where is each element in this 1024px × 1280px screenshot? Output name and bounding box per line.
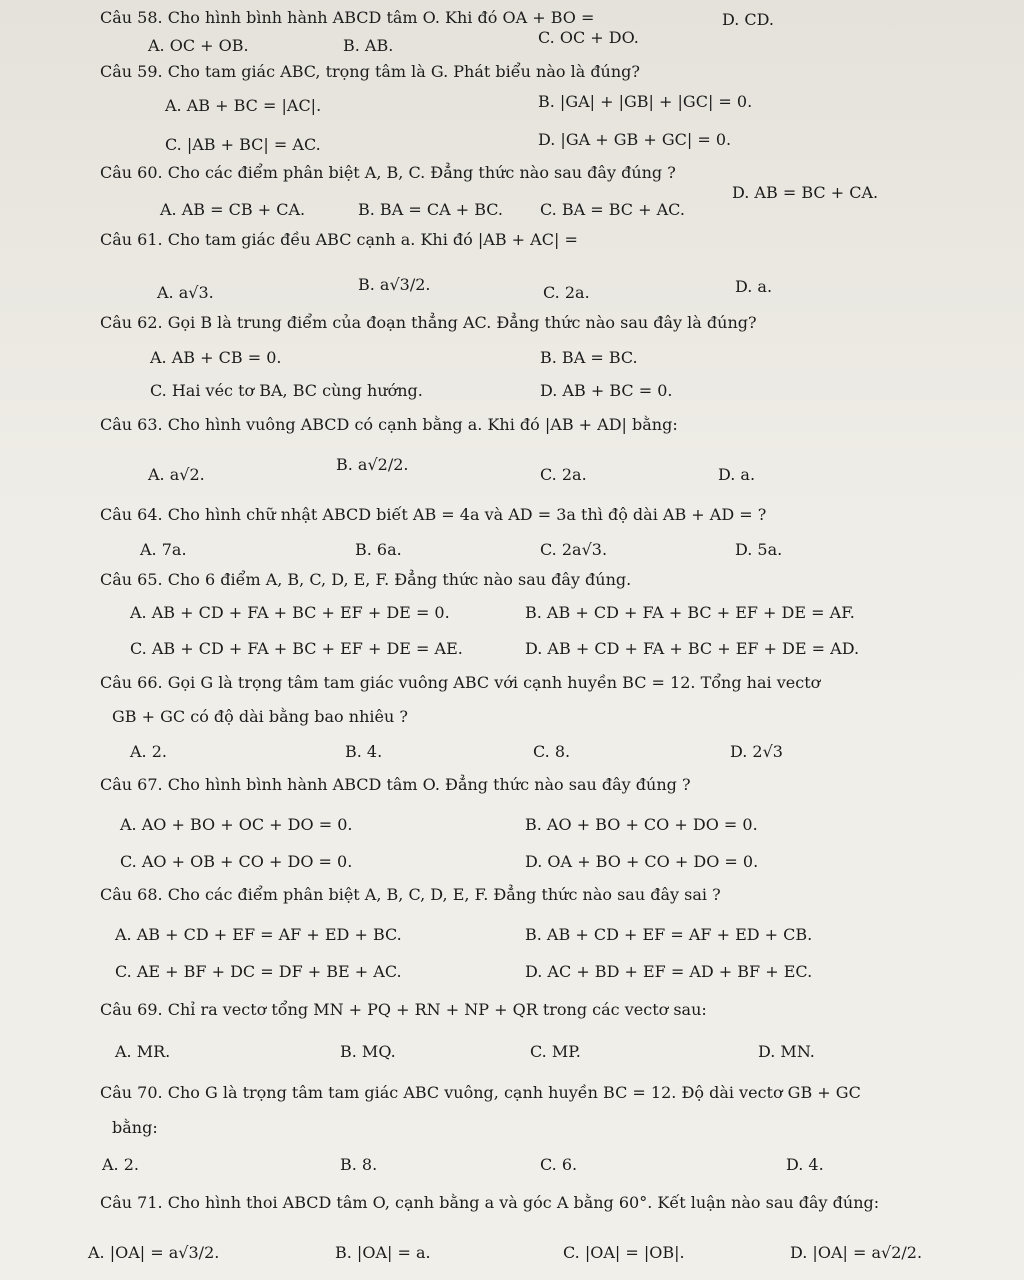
answer-option-q62-a[interactable]: A. AB + CB = 0. — [150, 348, 282, 367]
answer-option-q71-c[interactable]: C. |OA| = |OB|. — [563, 1243, 685, 1262]
question-stem-q68: Câu 68. Cho các điểm phân biệt A, B, C, D, E, F. Đẳng thức nào sau đây sai ? — [100, 885, 721, 904]
answer-option-q64-b[interactable]: B. 6a. — [355, 540, 402, 559]
question-stem-continued-q70: bằng: — [112, 1118, 158, 1137]
answer-option-q68-b[interactable]: B. AB + CD + EF = AF + ED + CB. — [525, 925, 813, 944]
answer-option-q63-b[interactable]: B. a√2/2. — [336, 455, 409, 474]
answer-option-q60-a[interactable]: A. AB = CB + CA. — [160, 200, 306, 219]
question-stem-q65: Câu 65. Cho 6 điểm A, B, C, D, E, F. Đẳng thức nào sau đây đúng. — [100, 570, 632, 589]
answer-option-q59-a[interactable]: A. AB + BC = |AC|. — [165, 96, 322, 115]
answer-option-q69-a[interactable]: A. MR. — [115, 1042, 171, 1061]
answer-option-q67-a[interactable]: A. AO + BO + OC + DO = 0. — [120, 815, 353, 834]
question-stem-q64: Câu 64. Cho hình chữ nhật ABCD biết AB = 4a và AD = 3a thì độ dài AB + AD = ? — [100, 505, 767, 524]
answer-option-q69-b[interactable]: B. MQ. — [340, 1042, 396, 1061]
answer-option-q70-a[interactable]: A. 2. — [102, 1155, 139, 1174]
answer-option-q61-d[interactable]: D. a. — [735, 277, 773, 296]
answer-option-q63-a[interactable]: A. a√2. — [148, 465, 205, 484]
answer-option-q62-b[interactable]: B. BA = BC. — [540, 348, 638, 367]
answer-option-q60-b[interactable]: B. BA = CA + BC. — [358, 200, 504, 219]
answer-option-q64-d[interactable]: D. 5a. — [735, 540, 783, 559]
answer-option-q62-d[interactable]: D. AB + BC = 0. — [540, 381, 673, 400]
answer-option-q60-c[interactable]: C. BA = BC + AC. — [540, 200, 685, 219]
answer-option-q63-d[interactable]: D. a. — [718, 465, 756, 484]
answer-option-q68-d[interactable]: D. AC + BD + EF = AD + BF + EC. — [525, 962, 813, 981]
answer-option-q63-c[interactable]: C. 2a. — [540, 465, 587, 484]
answer-option-q65-c[interactable]: C. AB + CD + FA + BC + EF + DE = AE. — [130, 639, 463, 658]
answer-option-q58-b[interactable]: B. AB. — [343, 36, 394, 55]
answer-option-q67-c[interactable]: C. AO + OB + CO + DO = 0. — [120, 852, 353, 871]
question-stem-q66: Câu 66. Gọi G là trọng tâm tam giác vuông ABC với cạnh huyền BC = 12. Tổng hai vectơ — [100, 673, 821, 692]
question-stem-q61: Câu 61. Cho tam giác đều ABC cạnh a. Khi đó |AB + AC| = — [100, 230, 578, 249]
answer-option-q61-a[interactable]: A. a√3. — [157, 283, 214, 302]
answer-option-q64-c[interactable]: C. 2a√3. — [540, 540, 608, 559]
answer-option-q69-c[interactable]: C. MP. — [530, 1042, 581, 1061]
answer-option-q68-c[interactable]: C. AE + BF + DC = DF + BE + AC. — [115, 962, 402, 981]
answer-option-q67-b[interactable]: B. AO + BO + CO + DO = 0. — [525, 815, 758, 834]
answer-option-q65-a[interactable]: A. AB + CD + FA + BC + EF + DE = 0. — [130, 603, 450, 622]
answer-option-q70-c[interactable]: C. 6. — [540, 1155, 578, 1174]
question-stem-q60: Câu 60. Cho các điểm phân biệt A, B, C. Đẳng thức nào sau đây đúng ? — [100, 163, 676, 182]
question-stem-q69: Câu 69. Chỉ ra vectơ tổng MN + PQ + RN + NP + QR trong các vectơ sau: — [100, 1000, 707, 1019]
question-stem-q71: Câu 71. Cho hình thoi ABCD tâm O, cạnh bằng a và góc A bằng 60°. Kết luận nào sau đây đúng: — [100, 1193, 880, 1212]
answer-option-q65-b[interactable]: B. AB + CD + FA + BC + EF + DE = AF. — [525, 603, 855, 622]
answer-option-q65-d[interactable]: D. AB + CD + FA + BC + EF + DE = AD. — [525, 639, 860, 658]
answer-option-q71-d[interactable]: D. |OA| = a√2/2. — [790, 1243, 923, 1262]
answer-option-q66-d[interactable]: D. 2√3 — [730, 742, 783, 761]
question-stem-q58: Câu 58. Cho hình bình hành ABCD tâm O. Khi đó OA + BO = — [100, 8, 595, 27]
answer-option-q68-a[interactable]: A. AB + CD + EF = AF + ED + BC. — [115, 925, 402, 944]
answer-option-q66-a[interactable]: A. 2. — [130, 742, 167, 761]
answer-option-q70-b[interactable]: B. 8. — [340, 1155, 378, 1174]
answer-option-q58-d[interactable]: D. CD. — [722, 10, 775, 29]
answer-option-q69-d[interactable]: D. MN. — [758, 1042, 815, 1061]
question-stem-q70: Câu 70. Cho G là trọng tâm tam giác ABC vuông, cạnh huyền BC = 12. Độ dài vectơ GB + GC — [100, 1083, 861, 1102]
answer-option-q62-c[interactable]: C. Hai véc tơ BA, BC cùng hướng. — [150, 381, 423, 400]
question-stem-q63: Câu 63. Cho hình vuông ABCD có cạnh bằng a. Khi đó |AB + AD| bằng: — [100, 415, 678, 434]
answer-option-q67-d[interactable]: D. OA + BO + CO + DO = 0. — [525, 852, 759, 871]
answer-option-q59-c[interactable]: C. |AB + BC| = AC. — [165, 135, 321, 154]
question-stem-q67: Câu 67. Cho hình bình hành ABCD tâm O. Đẳng thức nào sau đây đúng ? — [100, 775, 691, 794]
question-stem-continued-q66: GB + GC có độ dài bằng bao nhiêu ? — [112, 707, 408, 726]
answer-option-q60-d[interactable]: D. AB = BC + CA. — [732, 183, 879, 202]
question-stem-q62: Câu 62. Gọi B là trung điểm của đoạn thẳng AC. Đẳng thức nào sau đây là đúng? — [100, 313, 757, 332]
answer-option-q59-b[interactable]: B. |GA| + |GB| + |GC| = 0. — [538, 92, 753, 111]
answer-option-q66-b[interactable]: B. 4. — [345, 742, 383, 761]
answer-option-q66-c[interactable]: C. 8. — [533, 742, 571, 761]
answer-option-q59-d[interactable]: D. |GA + GB + GC| = 0. — [538, 130, 732, 149]
answer-option-q58-a[interactable]: A. OC + OB. — [148, 36, 249, 55]
answer-option-q70-d[interactable]: D. 4. — [786, 1155, 824, 1174]
answer-option-q61-b[interactable]: B. a√3/2. — [358, 275, 431, 294]
answer-option-q71-b[interactable]: B. |OA| = a. — [335, 1243, 431, 1262]
answer-option-q61-c[interactable]: C. 2a. — [543, 283, 590, 302]
answer-option-q58-c[interactable]: C. OC + DO. — [538, 28, 639, 47]
answer-option-q64-a[interactable]: A. 7a. — [140, 540, 187, 559]
answer-option-q71-a[interactable]: A. |OA| = a√3/2. — [88, 1243, 220, 1262]
question-stem-q59: Câu 59. Cho tam giác ABC, trọng tâm là G. Phát biểu nào là đúng? — [100, 62, 640, 81]
